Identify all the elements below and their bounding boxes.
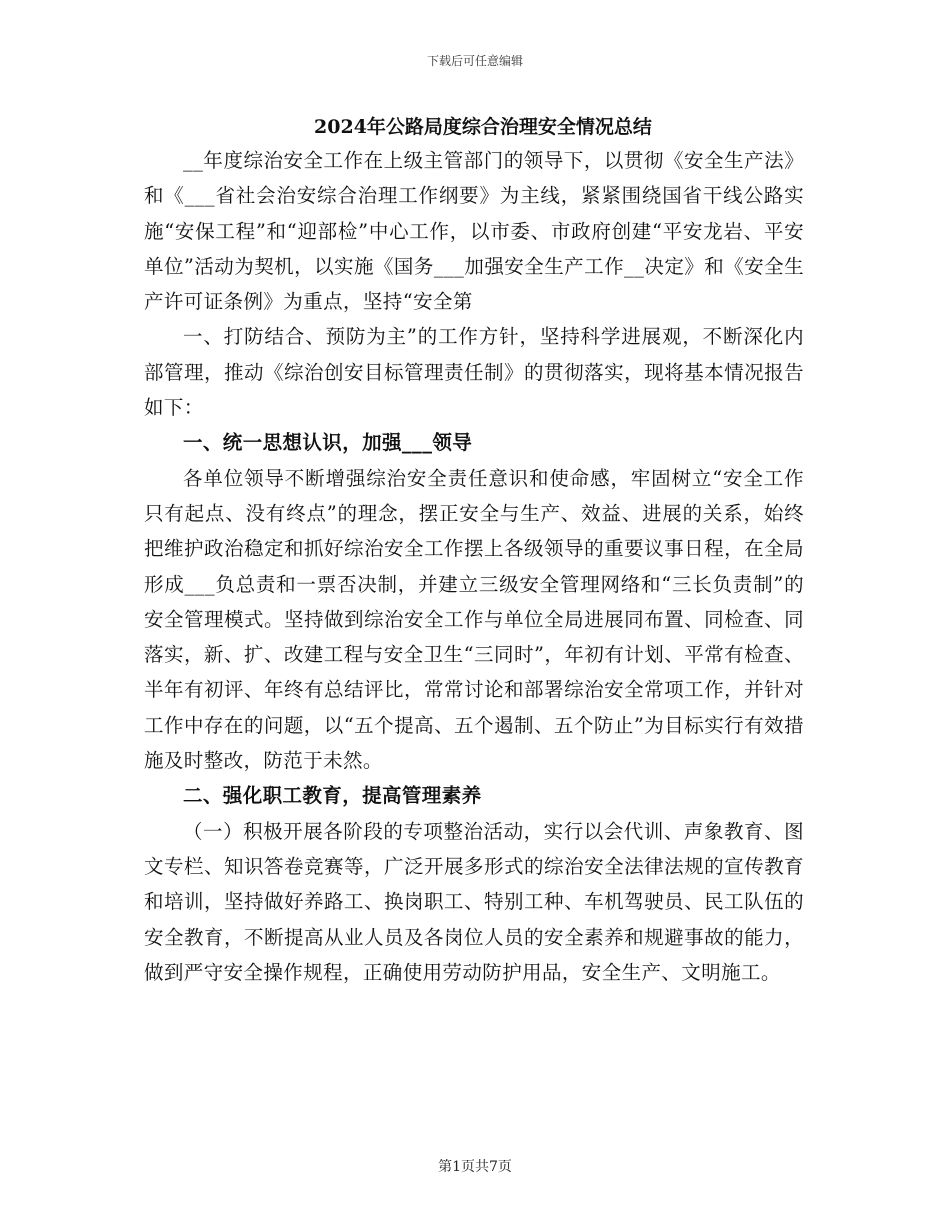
intro-paragraph: __年度综治安全工作在上级主管部门的领导下，以贯彻《安全生产法》和《___省社会治安综合治理工作纲要》为主线，紧紧围绕国省干线公路实施“安保工程”和“迎部检”中心工作，以市委、市政府创建“平安龙岩、平安单位”活动为契机，以实施《国务___加强安全生产工作__决定》和《安全生产许可证条例》为重点，坚持“安全第 bbox=[144, 149, 804, 314]
intro-paragraph-continued: 一、打防结合、预防为主”的工作方针，坚持科学进展观，不断深化内部管理，推动《综治创安目标管理责任制》的贯彻落实，现将基本情况报告如下： bbox=[144, 325, 804, 420]
header-note: 下载后可任意编辑 bbox=[426, 54, 523, 68]
section-1-paragraph: 各单位领导不断增强综治安全责任意识和使命感，牢固树立“安全工作只有起点、没有终点”的理念，摆正安全与生产、效益、进展的关系，始终把维护政治稳定和抓好综治安全工作摆上各级领导的重要议事日程，在全局形成___负总责和一票否决制，并建立三级安全管理网络和“三长负责制”的安全管理模式。坚持做到综治安全工作与单位全局进展同布置、同检查、同落实，新、扩、改建工程与安全卫生“三同时”，年初有计划、平常有检查、半年有初评、年终有总结评比，常常讨论和部署综治安全常项工作，并针对工作中存在的问题，以“五个提高、五个遏制、五个防止”为目标实行有效措施及时整改，防范于未然。 bbox=[144, 466, 804, 773]
section-2-paragraph: （一）积极开展各阶段的专项整治活动，实行以会代训、声象教育、图文专栏、知识答卷竞赛等，广泛开展多形式的综治安全法律法规的宣传教育和培训，坚持做好养路工、换岗职工、特别工种、车机驾驶员、民工队伍的安全教育，不断提高从业人员及各岗位人员的安全素养和规避事故的能力，做到严守安全操作规程，正确使用劳动防护用品，安全生产、文明施工。 bbox=[144, 819, 804, 984]
section-heading-2: 二、强化职工教育，提高管理素养 bbox=[183, 784, 482, 808]
section-heading-1: 一、统一思想认识，加强___领导 bbox=[183, 431, 473, 455]
document-title: 2024年公路局度综合治理安全情况总结 bbox=[314, 116, 652, 138]
document-body bbox=[144, 112, 804, 990]
page-footer: 第1页共7页 bbox=[438, 1159, 512, 1175]
